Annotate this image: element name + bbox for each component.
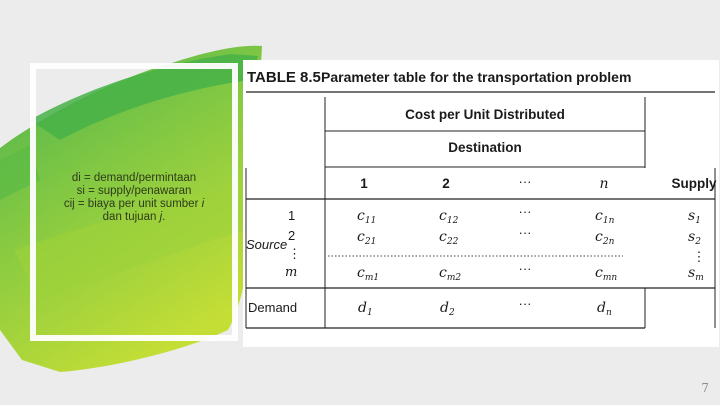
- cell-cmn: $c_{mn}$: [595, 265, 618, 283]
- table-caption-number: TABLE 8.5: [247, 69, 321, 86]
- cell-s1: $s_1$: [688, 208, 701, 226]
- destination-header: Destination: [448, 140, 522, 155]
- column-1-header: 1: [360, 176, 368, 191]
- cell-cm1: $c_{m1}$: [357, 265, 380, 283]
- cell-row2-ellipsis: ···: [518, 225, 532, 240]
- source-label: Source: [246, 237, 288, 252]
- source-row-1-label: 1: [288, 208, 296, 223]
- note-line-demand: di = demand/permintaan: [71, 172, 197, 184]
- cell-dn: $d_n$: [597, 300, 612, 318]
- table-caption-title: Parameter table for the transportation problem: [321, 69, 632, 85]
- cell-c22: $c_{22}$: [439, 229, 459, 247]
- cell-s2: $s_2$: [688, 229, 701, 247]
- cell-d2: $d_2$: [440, 300, 455, 318]
- column-n-header: n: [599, 176, 609, 192]
- cell-c21: $c_{21}$: [357, 229, 377, 247]
- supply-header: Supply: [671, 176, 717, 191]
- note-line-supply: si = supply/penawaran: [76, 185, 192, 197]
- cell-c1n: $c_{1n}$: [595, 208, 615, 226]
- source-row-vdots: ⋮: [288, 246, 301, 261]
- var-j: j: [159, 211, 163, 223]
- cell-c12: $c_{12}$: [439, 208, 459, 226]
- cell-c2n: $c_{2n}$: [595, 229, 615, 247]
- cell-sm: $s_m$: [688, 265, 704, 283]
- cell-c11: $c_{11}$: [357, 208, 377, 226]
- cell-row1-ellipsis: ···: [518, 204, 532, 219]
- var-i: i: [201, 198, 205, 210]
- cell-rowm-ellipsis: ···: [518, 261, 532, 276]
- cost-per-unit-header: Cost per Unit Distributed: [405, 107, 565, 122]
- note-line-destination: dan tujuan j.: [102, 211, 166, 223]
- column-2-header: 2: [442, 176, 450, 191]
- page-number: 7: [701, 381, 709, 395]
- legend-note: [30, 172, 238, 224]
- cell-d1: $d_1$: [358, 300, 373, 318]
- demand-label: Demand: [248, 300, 298, 315]
- transportation-parameter-table: [243, 60, 719, 347]
- source-row-2-label: 2: [288, 228, 296, 243]
- cell-demand-ellipsis: ···: [518, 296, 532, 311]
- column-ellipsis-header: ···: [518, 174, 532, 189]
- cell-cm2: $c_{m2}$: [439, 265, 462, 283]
- supply-vdots: ⋮: [692, 249, 706, 264]
- source-row-m-label: m: [285, 265, 298, 280]
- note-line-cost: cij = biaya per unit sumber i: [63, 198, 205, 210]
